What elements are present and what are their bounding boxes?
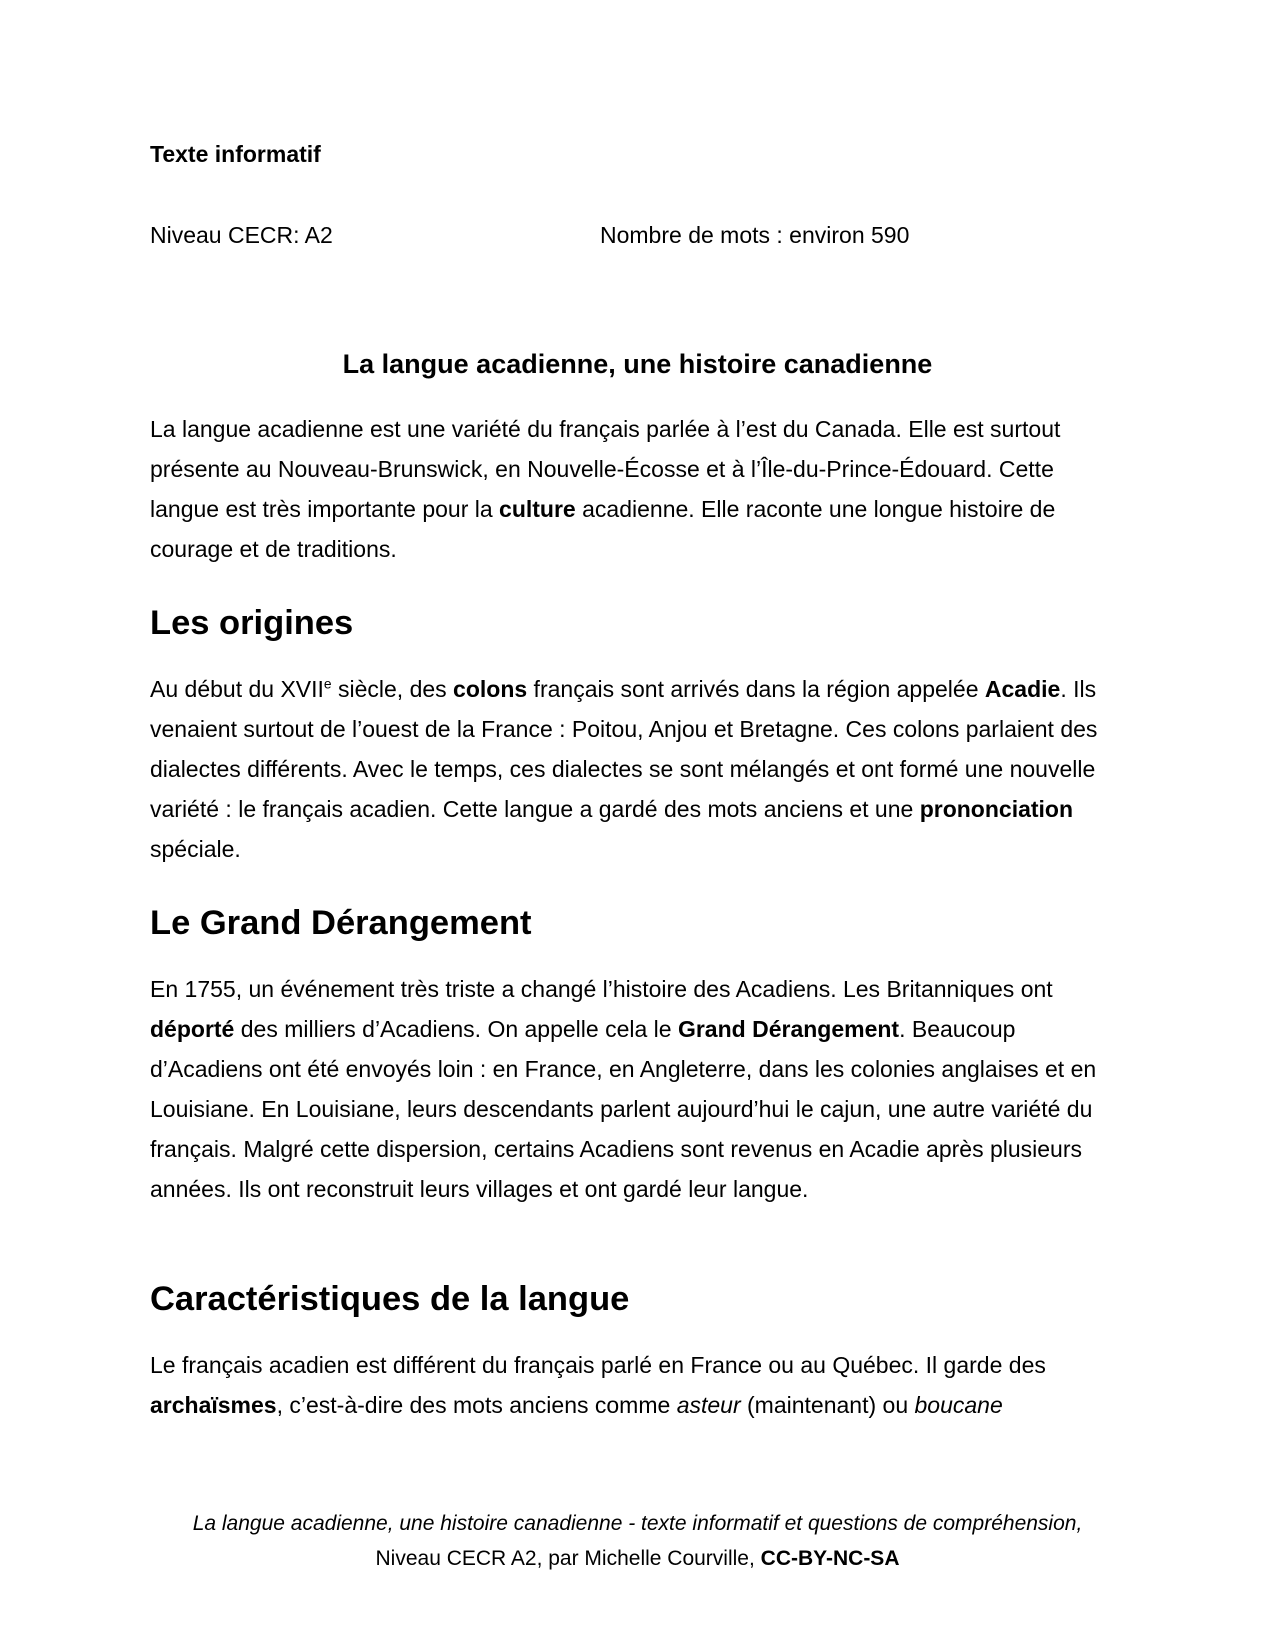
meta-row: [150, 215, 1125, 255]
derangement-paragraph: En 1755, un événement très triste a changé l’histoire des Acadiens. Les Britanniques ont déporté des milliers d’Acadiens. On appelle cela le Grand Dérangement. Beaucoup d’Acadiens ont été envoyés loin : en France, en Angleterre, dans les colonies anglaises et en Louisiane. En Louisiane, leurs descendants parlent aujourd’hui le cajun, une autre variété du français. Malgré cette dispersion, certains Acadiens sont revenus en Acadie après plusieurs années. Ils ont reconstruit leurs villages et ont gardé leur langue.: [150, 976, 1097, 1202]
footer-line-1: La langue acadienne, une histoire canadienne - texte informatif et questions de compréhension,: [192, 1512, 1083, 1535]
intro-paragraph: La langue acadienne est une variété du français parlée à l’est du Canada. Elle est surtout présente au Nouveau-Brunswick, en Nouvelle-Écosse et à l’Île-du-Prince-Édouard. Cette langue est très importante pour la culture acadienne. Elle raconte une longue histoire de courage et de traditions.: [150, 416, 1061, 562]
footer-line-2: Niveau CECR A2, par Michelle Courville, CC-BY-NC-SA: [375, 1547, 900, 1570]
section-heading-characteristics: Caractéristiques de la langue: [150, 1280, 630, 1318]
footer-attribution: [150, 1506, 1125, 1576]
characteristics-paragraph: Le français acadien est différent du français parlé en France ou au Québec. Il garde des archaïsmes, c’est-à-dire des mots anciens comme asteur (maintenant) ou boucane: [150, 1352, 1046, 1418]
word-count-label: Nombre de mots : environ 590: [600, 222, 910, 248]
level-label: Niveau CECR: A2: [150, 222, 333, 248]
doc-type-label: Texte informatif: [150, 141, 321, 167]
section-heading-derangement: Le Grand Dérangement: [150, 904, 532, 942]
origins-paragraph: Au début du XVIIe siècle, des colons français sont arrivés dans la région appelée Acadie. Ils venaient surtout de l’ouest de la France : Poitou, Anjou et Bretagne. Ces colons parlaient des dialectes différents. Avec le temps, ces dialectes se sont mélangés et ont formé une nouvelle variété : le français acadien. Cette langue a gardé des mots anciens et une prononciation spéciale.: [150, 676, 1098, 862]
document-title: La langue acadienne, une histoire canadienne: [342, 349, 933, 379]
section-heading-origins: Les origines: [150, 604, 354, 642]
